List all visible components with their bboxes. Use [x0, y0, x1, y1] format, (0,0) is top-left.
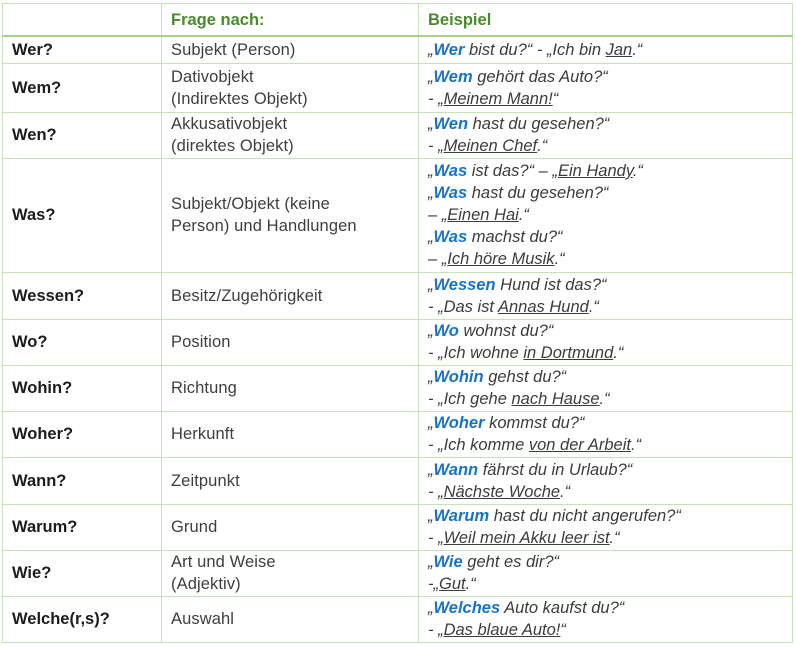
example-text: - „ — [428, 89, 444, 108]
example-text: .“ — [518, 206, 529, 224]
example-line — [428, 459, 792, 481]
keyword: Wen — [433, 115, 469, 133]
example-text: „ — [428, 228, 434, 246]
asks-for — [162, 550, 419, 596]
answer-highlight: Ein Handy — [557, 162, 633, 180]
table-row — [3, 63, 793, 112]
question-word: Wessen? — [3, 272, 162, 319]
table-row — [3, 504, 793, 550]
example-line — [428, 597, 792, 619]
table-row — [3, 319, 793, 365]
header-topic: Frage nach: — [162, 4, 419, 37]
example-text: „ — [428, 322, 434, 340]
example-text: .“ — [632, 40, 643, 59]
table-row — [3, 272, 793, 319]
example-text: .“ — [599, 390, 610, 408]
question-word: Wer? — [3, 36, 162, 63]
asks-for-line: Herkunft — [171, 425, 235, 443]
example-line — [428, 481, 792, 503]
keyword: Was — [433, 184, 468, 202]
example-text: „ — [428, 460, 434, 479]
example-text: .“ — [609, 529, 620, 547]
example-text: .“ — [588, 297, 599, 316]
example-line — [428, 366, 792, 388]
asks-for-line: Art und Weise — [171, 553, 276, 571]
question-word: Wohin? — [3, 365, 162, 411]
answer-highlight: Meinem Mann! — [443, 89, 553, 108]
example-text: - „Ich komme — [428, 436, 529, 454]
example-text: kommst du?“ — [484, 414, 585, 432]
example-text: Auto kaufst du?“ — [500, 599, 625, 617]
example-line — [428, 551, 792, 573]
example-text: „ — [428, 184, 434, 202]
keyword: Wer — [433, 40, 465, 59]
header-example: Beispiel — [419, 4, 793, 37]
example-line — [428, 226, 792, 248]
example-text: - „Das ist — [428, 297, 498, 316]
asks-for-line: (direktes Objekt) — [171, 137, 294, 155]
table-row — [3, 36, 793, 63]
asks-for-line: Besitz/Zugehörigkeit — [171, 286, 323, 305]
example-text: „ — [428, 553, 434, 571]
asks-for-line: (Adjektiv) — [171, 575, 241, 593]
asks-for — [162, 158, 419, 272]
example-text: geht es dir?“ — [462, 553, 560, 571]
asks-for — [162, 319, 419, 365]
example-text: - „Ich gehe — [428, 390, 512, 408]
table-row — [3, 411, 793, 457]
keyword: Wo — [433, 322, 459, 340]
example-line — [428, 342, 792, 364]
example-line — [428, 296, 792, 318]
example — [419, 457, 793, 504]
example-text: – „ — [428, 206, 448, 224]
example-text: Hund ist das?“ — [495, 275, 607, 294]
example-text: „ — [428, 162, 434, 180]
example — [419, 319, 793, 365]
example-text: - „ — [428, 529, 444, 547]
example-line — [428, 320, 792, 342]
example — [419, 158, 793, 272]
table-row — [3, 596, 793, 642]
example-text: .“ — [554, 250, 565, 268]
question-word: Welche(r,s)? — [3, 596, 162, 642]
example-text: wohnst du?“ — [458, 322, 554, 340]
asks-for — [162, 457, 419, 504]
example-text: - „ — [428, 137, 444, 155]
example-text: „ — [428, 275, 434, 294]
question-word: Wen? — [3, 112, 162, 158]
keyword: Was — [433, 162, 468, 180]
example-line — [428, 505, 792, 527]
example-text: gehst du?“ — [483, 368, 567, 386]
asks-for-line: Akkusativobjekt — [171, 115, 288, 133]
example-line — [428, 573, 792, 595]
question-word: Wann? — [3, 457, 162, 504]
asks-for — [162, 112, 419, 158]
question-word: Wie? — [3, 550, 162, 596]
example-line — [428, 434, 792, 456]
example-text: “ — [560, 621, 566, 639]
example — [419, 504, 793, 550]
example-line — [428, 204, 792, 226]
example-text: fährst du in Urlaub?“ — [478, 460, 633, 479]
keyword: Welches — [433, 599, 501, 617]
example-text: .“ — [632, 162, 643, 180]
asks-for-line: Richtung — [171, 379, 237, 397]
answer-highlight: Meinen Chef — [443, 137, 538, 155]
asks-for-line: (Indirektes Objekt) — [171, 89, 308, 108]
table-row — [3, 112, 793, 158]
question-word: Woher? — [3, 411, 162, 457]
example — [419, 36, 793, 63]
table-body — [3, 36, 793, 642]
answer-highlight: nach Hause — [511, 390, 600, 408]
asks-for-line: Subjekt (Person) — [171, 40, 296, 59]
example-line — [428, 248, 792, 270]
question-word: Was? — [3, 158, 162, 272]
answer-highlight: von der Arbeit — [528, 436, 631, 454]
asks-for — [162, 504, 419, 550]
example-line — [428, 274, 792, 296]
answer-highlight: Das blaue Auto! — [443, 621, 561, 639]
example-line — [428, 66, 792, 88]
answer-highlight: in Dortmund — [523, 344, 614, 362]
example-text: “ — [552, 89, 559, 108]
example — [419, 272, 793, 319]
keyword: Wann — [433, 460, 479, 479]
answer-highlight: Jan — [605, 40, 633, 59]
example-line — [428, 412, 792, 434]
asks-for-line: Subjekt/Objekt (keine — [171, 195, 330, 213]
example-line — [428, 88, 792, 110]
asks-for — [162, 365, 419, 411]
asks-for-line: Position — [171, 333, 231, 351]
example-text: „ — [428, 67, 434, 86]
keyword: Woher — [433, 414, 485, 432]
table-row — [3, 550, 793, 596]
example-text: „ — [428, 115, 434, 133]
example — [419, 112, 793, 158]
example-text: .“ — [630, 436, 642, 454]
example — [419, 550, 793, 596]
question-word: Warum? — [3, 504, 162, 550]
asks-for — [162, 411, 419, 457]
example — [419, 63, 793, 112]
example-text: ist das?“ – „ — [467, 162, 558, 180]
example-line — [428, 135, 792, 157]
example-text: „ — [428, 414, 434, 432]
example-line — [428, 388, 792, 410]
example-text: .“ — [560, 482, 571, 501]
example-text: „ — [428, 40, 434, 59]
table-row — [3, 365, 793, 411]
keyword: Warum — [433, 507, 490, 525]
header-question — [3, 4, 162, 37]
example — [419, 596, 793, 642]
answer-highlight: Gut — [439, 575, 466, 593]
header-row — [3, 4, 793, 37]
example-text: „ — [428, 507, 434, 525]
example-line — [428, 619, 792, 641]
example-text: - „ — [428, 621, 444, 639]
example-line — [428, 182, 792, 204]
asks-for-line: Grund — [171, 518, 218, 536]
keyword: Was — [433, 228, 468, 246]
asks-for-line: Dativobjekt — [171, 67, 254, 86]
example-text: „ — [428, 368, 434, 386]
example-text: „ — [428, 599, 434, 617]
example-text: bist du?“ - „Ich bin — [464, 40, 606, 59]
question-word: Wo? — [3, 319, 162, 365]
example-text: hast du gesehen?“ — [467, 184, 609, 202]
answer-highlight: Annas Hund — [497, 297, 589, 316]
example-text: machst du?“ — [467, 228, 563, 246]
example-text: -„ — [428, 575, 439, 593]
keyword: Wessen — [433, 275, 496, 294]
asks-for — [162, 36, 419, 63]
answer-highlight: Ich höre Musik — [447, 250, 555, 268]
question-word: Wem? — [3, 63, 162, 112]
example-text: .“ — [537, 137, 548, 155]
keyword: Wie — [433, 553, 463, 571]
asks-for — [162, 596, 419, 642]
example — [419, 365, 793, 411]
table-row — [3, 457, 793, 504]
example-line — [428, 113, 792, 135]
example-text: – „ — [428, 250, 448, 268]
example-text: hast du nicht angerufen?“ — [489, 507, 681, 525]
keyword: Wem — [433, 67, 473, 86]
answer-highlight: Nächste Woche — [443, 482, 561, 501]
answer-highlight: Weil mein Akku leer ist — [443, 529, 610, 547]
example-text: - „Ich wohne — [428, 344, 524, 362]
asks-for-line: Person) und Handlungen — [171, 217, 357, 235]
asks-for — [162, 63, 419, 112]
example-text: hast du gesehen?“ — [468, 115, 610, 133]
example-text: gehört das Auto?“ — [472, 67, 608, 86]
example-line — [428, 39, 792, 61]
table-row — [3, 158, 793, 272]
example — [419, 411, 793, 457]
asks-for-line: Zeitpunkt — [171, 471, 240, 490]
example-text: .“ — [613, 344, 624, 362]
example-line — [428, 160, 792, 182]
example-text: - „ — [428, 482, 444, 501]
asks-for-line: Auswahl — [171, 610, 235, 628]
example-line — [428, 527, 792, 549]
asks-for — [162, 272, 419, 319]
example-text: .“ — [465, 575, 476, 593]
answer-highlight: Einen Hai — [447, 206, 519, 224]
question-words-table — [2, 3, 793, 643]
keyword: Wohin — [433, 368, 484, 386]
